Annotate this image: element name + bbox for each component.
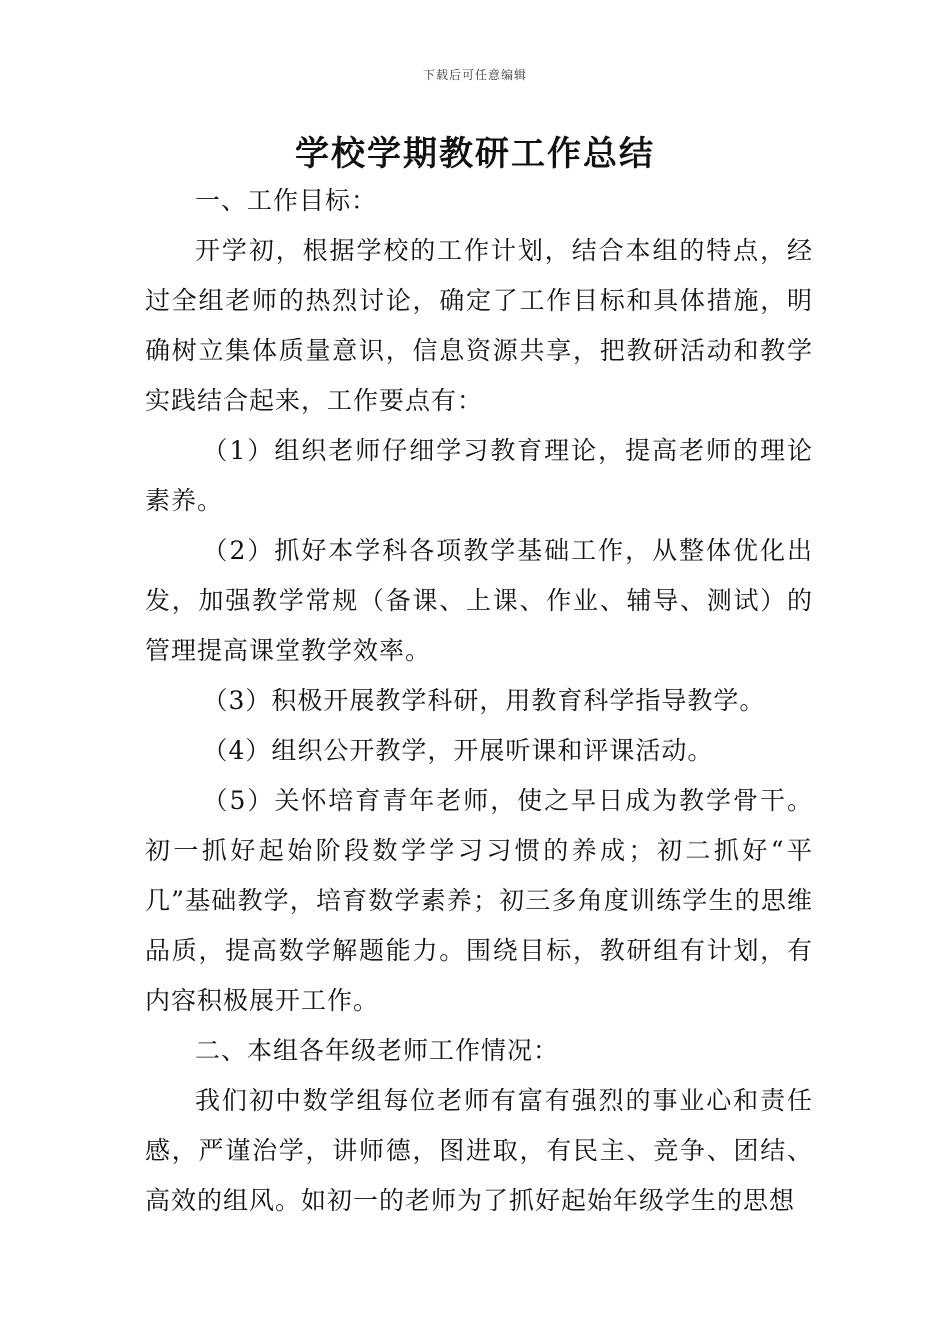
paragraph-intro: 开学初，根据学校的工作计划，结合本组的特点，经过全组老师的热烈讨论，确定了工作目标和具体措施，明确树立集体质量意识，信息资源共享，把教研活动和教学实践结合起来，工作要点有： <box>145 236 813 415</box>
list-item-5: （5）关怀培育青年老师，使之早日成为教学骨干。初一抓好起始阶段数学学习习惯的养成；初二抓好“平几”基础教学，培育数学素养；初三多角度训练学生的思维品质，提高数学解题能力。围绕目标，教研组有计划，有内容积极展开工作。 <box>145 786 813 1015</box>
section-heading-teachers: 二、本组各年级老师工作情况： <box>195 1036 560 1065</box>
list-item-4: （4）组织公开教学，开展听课和评课活动。 <box>202 736 714 765</box>
list-item-1: （1）组织老师仔细学习教育理论，提高老师的理论素养。 <box>145 436 813 515</box>
document-body <box>145 176 813 1226</box>
section-heading-goals: 一、工作目标： <box>195 186 378 215</box>
paragraph-teachers: 我们初中数学组每位老师有富有强烈的事业心和责任感，严谨治学，讲师德，图进取，有民主、竞争、团结、高效的组风。如初一的老师为了抓好起始年级学生的思想 <box>145 1086 813 1215</box>
list-item-2: （2）抓好本学科各项教学基础工作，从整体优化出发，加强教学常规（备课、上课、作业、辅导、测试）的管理提高课堂教学效率。 <box>145 536 813 665</box>
list-item-3: （3）积极开展教学科研，用教育科学指导教学。 <box>202 686 766 715</box>
document-title: 学校学期教研工作总结 <box>295 134 655 174</box>
header-note: 下载后可任意编辑 <box>422 68 527 82</box>
